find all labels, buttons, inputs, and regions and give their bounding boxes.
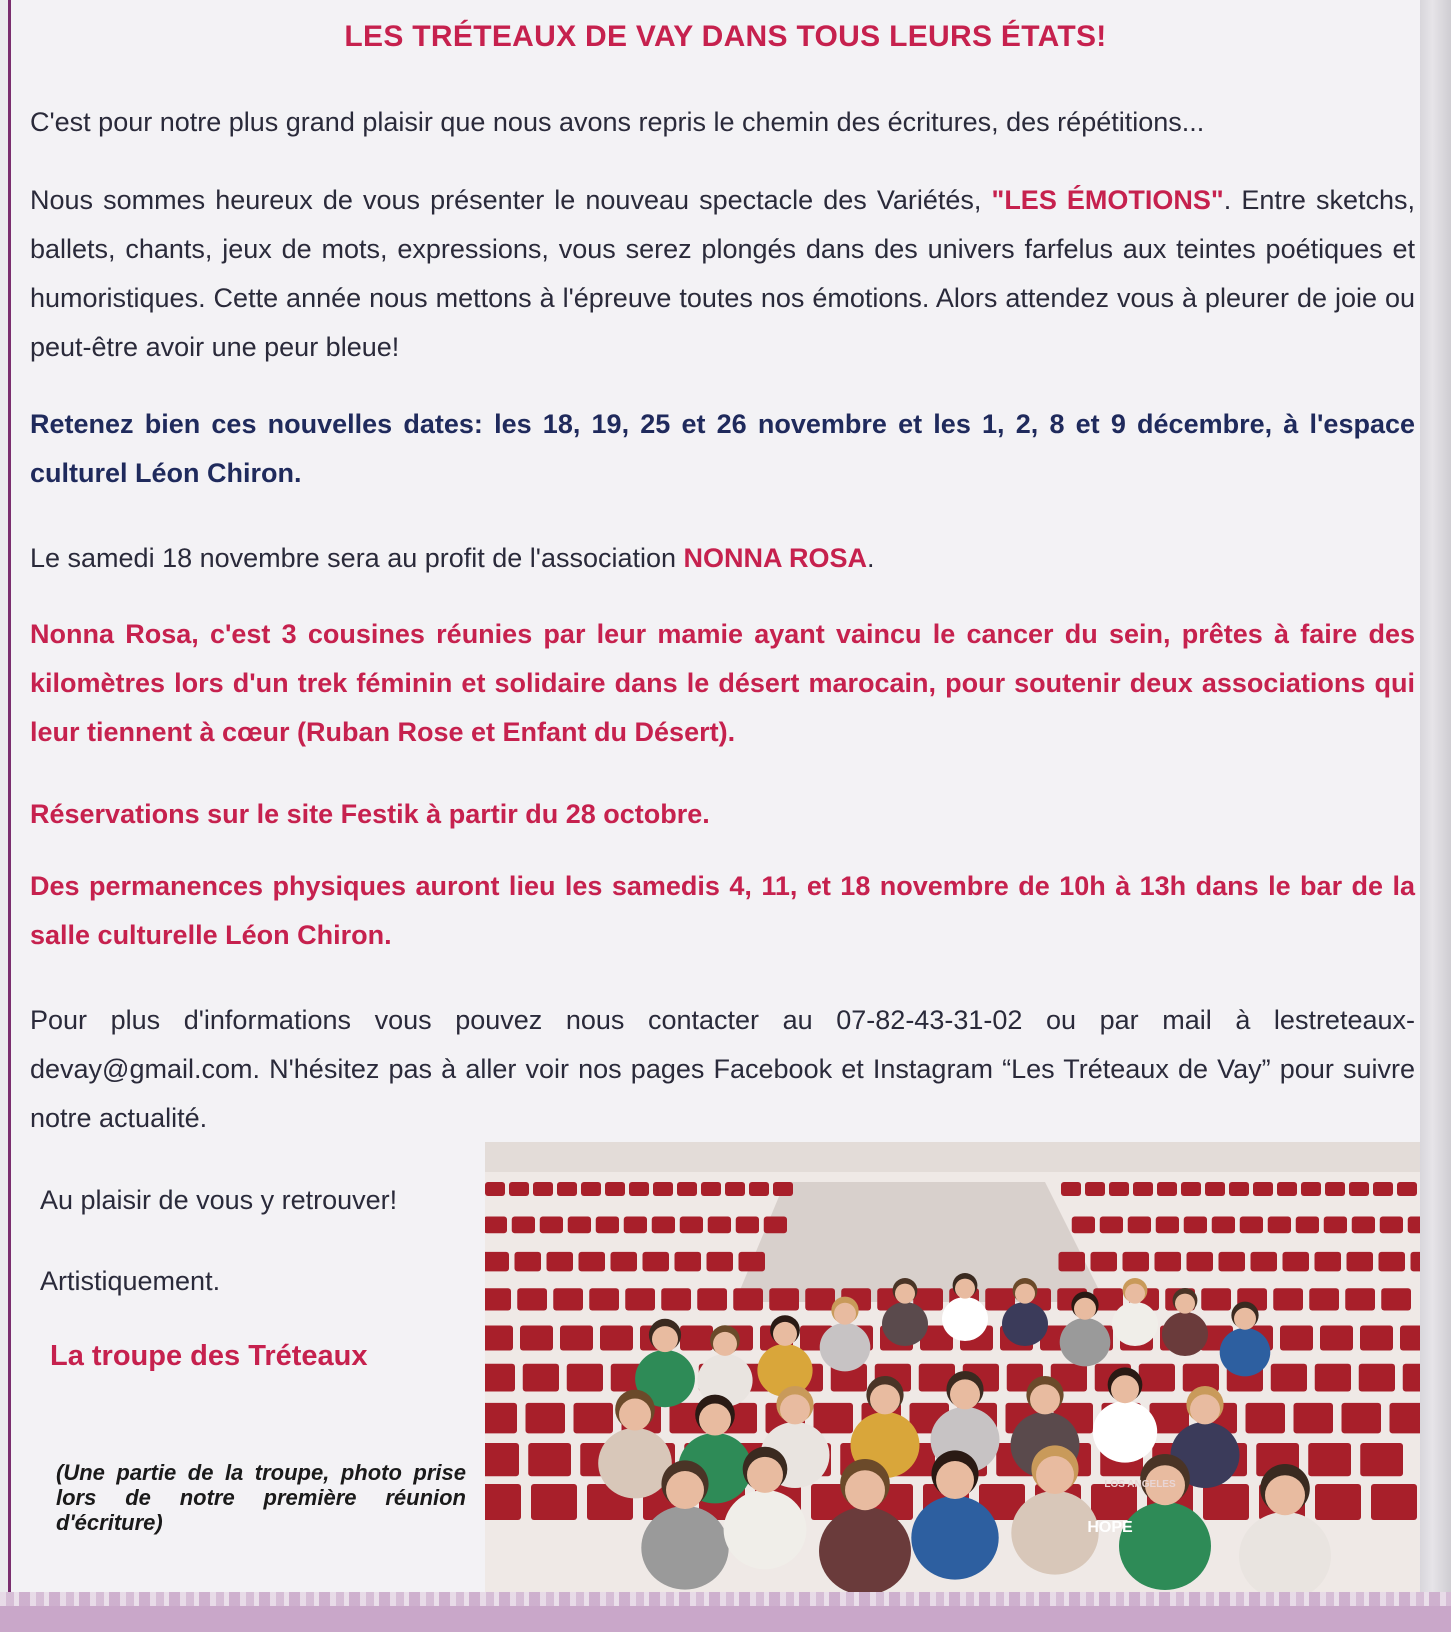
nonna-rosa-paragraph: Nonna Rosa, c'est 3 cousines réunies par leur mamie ayant vaincu le cancer du sein, prêtes à faire des kilomètres lors d'un trek féminin et solidaire dans le désert marocain, pour soutenir deux associations qui leur tiennent à cœur (Ruban Rose et Enfant du Désert).: [30, 619, 1415, 747]
seat: [485, 1182, 505, 1196]
band-frost-pattern: [0, 1592, 1451, 1606]
seat: [1253, 1182, 1273, 1196]
seat: [485, 1364, 515, 1392]
seat: [1294, 1403, 1334, 1434]
seat: [1352, 1216, 1375, 1233]
person-body: [819, 1507, 911, 1595]
seat: [1181, 1182, 1201, 1196]
seat: [625, 1288, 655, 1310]
seat: [600, 1326, 633, 1351]
seat: [557, 1182, 577, 1196]
seat: [1315, 1252, 1342, 1272]
seat: [1187, 1252, 1214, 1272]
seat: [1296, 1216, 1319, 1233]
person-head: [1015, 1284, 1035, 1304]
seat: [1373, 1182, 1393, 1196]
seat: [1403, 1364, 1420, 1392]
closing-text: Au plaisir de vous y retrouver!: [40, 1185, 398, 1215]
seat: [814, 1403, 854, 1434]
person-body: [1011, 1491, 1098, 1575]
seat: [553, 1288, 583, 1310]
seat: [540, 1216, 563, 1233]
seat: [560, 1326, 593, 1351]
seat: [531, 1484, 577, 1520]
seat: [1349, 1182, 1369, 1196]
person-body: [1112, 1302, 1158, 1346]
seat: [1359, 1364, 1395, 1392]
seat: [1240, 1216, 1263, 1233]
seat: [1380, 1216, 1403, 1233]
seat: [1251, 1252, 1278, 1272]
seat: [1379, 1252, 1406, 1272]
person-body: [942, 1297, 988, 1341]
seat: [708, 1216, 731, 1233]
seat: [523, 1364, 559, 1392]
seat: [574, 1403, 614, 1434]
dates-paragraph: Retenez bien ces nouvelles dates: les 18, 19, 25 et 26 novembre et les 1, 2, 8 et 9 décembre, à l'espace culturel Léon Chiron.: [30, 409, 1415, 488]
person-body: [724, 1490, 807, 1569]
seat: [739, 1252, 766, 1272]
seat: [1133, 1182, 1153, 1196]
person-body: [911, 1496, 998, 1580]
seat: [1381, 1288, 1411, 1310]
seat: [1219, 1252, 1246, 1272]
person-body: [1093, 1401, 1157, 1463]
seat: [579, 1252, 606, 1272]
seat: [736, 1216, 759, 1233]
seat: [1203, 1484, 1249, 1520]
signature: La troupe des Tréteaux: [50, 1340, 368, 1372]
seat: [1360, 1326, 1393, 1351]
person-head: [1030, 1384, 1060, 1414]
person-head: [1265, 1475, 1305, 1515]
seat: [1123, 1252, 1150, 1272]
intro-paragraph: C'est pour notre plus grand plaisir que nous avons repris le chemin des écritures, des répétitions...: [30, 107, 1205, 137]
person-head: [1111, 1375, 1139, 1403]
seat: [485, 1252, 509, 1272]
seat: [1408, 1216, 1420, 1233]
person-head: [1190, 1394, 1220, 1424]
page-title: LES TRÉTEAUX DE VAY DANS TOUS LEURS ÉTATS!: [344, 20, 1107, 53]
seat: [1059, 1252, 1086, 1272]
person-head: [666, 1471, 704, 1509]
person-body: [1162, 1312, 1208, 1356]
seat: [677, 1182, 697, 1196]
seat: [485, 1288, 511, 1310]
seat: [1212, 1216, 1235, 1233]
seat: [589, 1288, 619, 1310]
seat: [1301, 1182, 1321, 1196]
seat: [515, 1252, 542, 1272]
person-body: [820, 1323, 871, 1371]
person-head: [619, 1399, 651, 1431]
seat: [567, 1364, 603, 1392]
seat: [769, 1288, 799, 1310]
seat: [1085, 1182, 1105, 1196]
seat: [485, 1326, 513, 1351]
seat: [1100, 1216, 1123, 1233]
person-body: [1119, 1502, 1211, 1590]
show-paragraph: [30, 176, 1415, 372]
seat: [1271, 1364, 1307, 1392]
seat: [1109, 1182, 1129, 1196]
seat: [533, 1182, 553, 1196]
seat: [697, 1288, 727, 1310]
person-head: [870, 1384, 900, 1414]
person-head: [699, 1404, 731, 1436]
seat: [1201, 1288, 1231, 1310]
association-name: NONNA ROSA: [683, 543, 868, 573]
benefit-paragraph: [30, 534, 1415, 583]
person-body: [1060, 1318, 1111, 1366]
person-head: [950, 1379, 980, 1409]
person-head: [713, 1332, 737, 1356]
seat: [1325, 1182, 1345, 1196]
seat: [675, 1252, 702, 1272]
person-head: [895, 1284, 915, 1304]
seat: [1277, 1182, 1297, 1196]
bottom-decor-band: [0, 1592, 1451, 1632]
seat: [653, 1182, 673, 1196]
seat: [707, 1252, 734, 1272]
seat: [1360, 1443, 1403, 1476]
person-head: [747, 1457, 783, 1493]
benefit-text-after: .: [867, 543, 875, 573]
seat: [1128, 1216, 1151, 1233]
seat: [485, 1443, 519, 1476]
show-text-after: . Entre sketchs, ballets, chants, jeux de mots, expressions, vous serez plongés dans des univers farfelus aux teintes poétiques et humoristiques. Cette année nous mettons à l'épreuve toutes nos émotions. Alors attendez vous à pleurer de joie ou peut-être avoir une peur bleue!: [30, 185, 1415, 362]
seat: [1157, 1182, 1177, 1196]
person-head: [845, 1470, 885, 1510]
seat: [1390, 1403, 1421, 1434]
photo-caption: (Une partie de la troupe, photo prise lors de notre première réunion d'écriture): [56, 1460, 466, 1535]
person-head: [1234, 1308, 1256, 1330]
seat: [680, 1216, 703, 1233]
seat: [581, 1182, 601, 1196]
seat: [1315, 1484, 1361, 1520]
seat: [485, 1484, 521, 1520]
seat: [512, 1216, 535, 1233]
seat: [1315, 1364, 1351, 1392]
person-head: [834, 1303, 856, 1325]
seat: [528, 1443, 571, 1476]
seat: [1246, 1403, 1286, 1434]
seat: [661, 1288, 691, 1310]
seat: [1155, 1252, 1182, 1272]
seat: [1371, 1484, 1417, 1520]
seat: [611, 1252, 638, 1272]
seat: [1309, 1288, 1339, 1310]
person-body: [882, 1302, 928, 1346]
seat: [1283, 1252, 1310, 1272]
seat: [596, 1216, 619, 1233]
seat: [605, 1182, 625, 1196]
reservations-paragraph: Réservations sur le site Festik à partir du 28 octobre.: [30, 799, 710, 829]
troupe-photo-illustration: [485, 1142, 1420, 1597]
seat: [1342, 1403, 1382, 1434]
seat: [1397, 1182, 1417, 1196]
seat: [1091, 1252, 1118, 1272]
seat: [1268, 1216, 1291, 1233]
person-head: [1074, 1298, 1096, 1320]
seat: [547, 1252, 574, 1272]
seat: [1061, 1182, 1081, 1196]
contact-paragraph: Pour plus d'informations vous pouvez nous contacter au 07-82-43-31-02 ou par mail à lestreteaux-devay@gmail.com. N'hésitez pas à aller voir nos pages Facebook et Instagram “Les Tréteaux de Vay” pour suivre notre actualité.: [30, 1005, 1415, 1133]
page-edge: [1420, 0, 1451, 1632]
benefit-text-before: Le samedi 18 novembre sera au profit de l'association: [30, 543, 684, 573]
seat: [1320, 1326, 1353, 1351]
seat: [1184, 1216, 1207, 1233]
seat: [1072, 1216, 1095, 1233]
troupe-photo: [485, 1142, 1420, 1597]
show-text-before: Nous sommes heureux de vous présenter le nouveau spectacle des Variétés,: [30, 185, 992, 215]
seat: [1345, 1288, 1375, 1310]
person-body: [1220, 1328, 1271, 1376]
seat: [1411, 1252, 1421, 1272]
person-head: [1036, 1456, 1074, 1494]
seat: [1400, 1326, 1420, 1351]
seat: [1156, 1216, 1179, 1233]
seat: [805, 1288, 835, 1310]
person-body: [641, 1506, 728, 1590]
person-head: [773, 1322, 797, 1346]
la-shirt-text: LOS ANGELES: [1104, 1479, 1176, 1490]
seat: [629, 1182, 649, 1196]
seat: [652, 1216, 675, 1233]
seat: [568, 1216, 591, 1233]
person-head: [1125, 1284, 1145, 1304]
person-head: [780, 1394, 810, 1424]
seat: [773, 1182, 793, 1196]
seat: [680, 1326, 713, 1351]
seat: [1229, 1182, 1249, 1196]
seat: [1324, 1216, 1347, 1233]
show-name: "LES ÉMOTIONS": [991, 185, 1224, 215]
seat: [701, 1182, 721, 1196]
seat: [643, 1252, 670, 1272]
sign-off-text: Artistiquement.: [40, 1266, 221, 1296]
seat: [1273, 1288, 1303, 1310]
permanences-paragraph: Des permanences physiques auront lieu les samedis 4, 11, et 18 novembre de 10h à 13h dans le bar de la salle culturelle Léon Chiron.: [30, 871, 1415, 950]
seat: [520, 1326, 553, 1351]
person-head: [1175, 1294, 1195, 1314]
person-head: [652, 1326, 678, 1352]
seat: [485, 1403, 517, 1434]
person-head: [955, 1279, 975, 1299]
seat: [764, 1216, 787, 1233]
seat: [509, 1182, 529, 1196]
hope-shirt-text: HOPE: [1087, 1519, 1133, 1536]
person-body: [1239, 1512, 1331, 1597]
seat: [517, 1288, 547, 1310]
seat: [1280, 1326, 1313, 1351]
seat: [1347, 1252, 1374, 1272]
seat: [1308, 1443, 1351, 1476]
seat: [485, 1216, 507, 1233]
person-body: [598, 1428, 672, 1498]
seat: [725, 1182, 745, 1196]
seat: [749, 1182, 769, 1196]
seat: [1205, 1182, 1225, 1196]
seat: [624, 1216, 647, 1233]
person-body: [1002, 1302, 1048, 1346]
person-head: [936, 1461, 974, 1499]
seat: [526, 1403, 566, 1434]
seat: [733, 1288, 763, 1310]
seat: [1139, 1364, 1175, 1392]
